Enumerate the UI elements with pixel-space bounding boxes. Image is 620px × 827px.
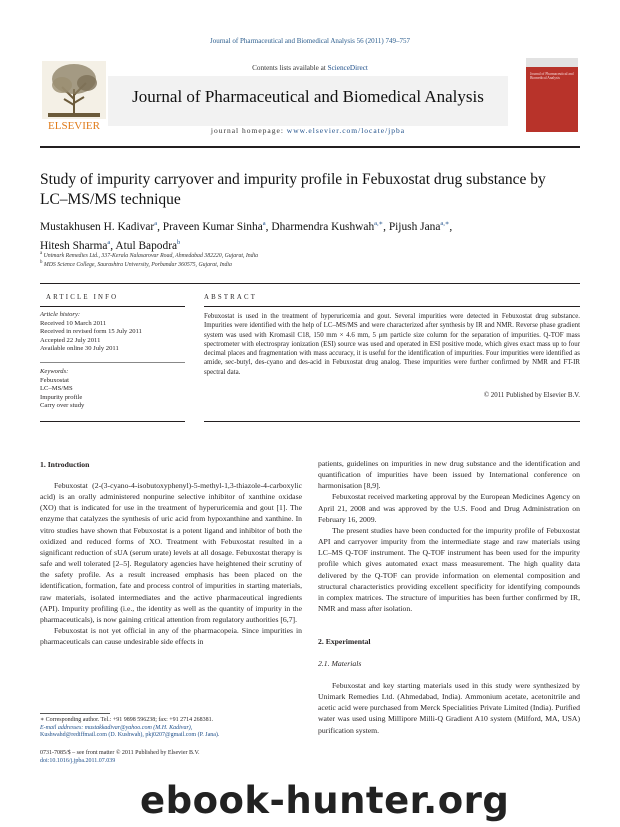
affiliation-a [40,251,580,259]
affiliation-text: Unimark Remedies Ltd., 337-Kerala Nalasarovar Road, Ahmedabad 382220, Gujarat, India [43,252,259,259]
journal-title: Journal of Pharmaceutical and Biomedical Analysis [132,87,484,106]
paragraph: Febuxostat (2-(3-cyano-4-isobutoxyphenyl)-5-methyl-1,3-thiazole-4-carboxylic acid) is an orally administered nonpurine selective inhibitor of xanthine oxidase (XO) that is indicated for use in the treatment of hyperuricemia and gout [1]. The enzyme that catalyzes the synthesis of uric acid from hypoxanthine and xanthine. In vitro studies have shown that Febuxostat is a potent ligand and inhibitor of both the oxidized and reduced forms of XO. Treatment with Febuxostat resulted in a significant reduction of sUA (serum urate) levels at all dosage. Febuxostat therapy is safe and well tolerated [2–5]. Regulatory agencies have heightened their scrutiny of the safety profile. As a result increased emphasis has been placed on the identification, formation, fate and process control of impurities in starting materials, raw materials, isolated intermediates and the active pharmaceutical ingredients (API). Impurity profiling (i.e., the identity as well as the quantity of impurity in the pharmaceuticals), is now gaining critical attention from regulatory authorities [6,7]. [40,481,302,624]
history-line: Received 10 March 2011 [40,319,107,327]
history-line: Received in revised form 15 July 2011 [40,328,142,336]
watermark-text: ebook-hunter.org [140,779,510,822]
keywords-rule [40,362,185,363]
left-column-body [40,480,302,647]
header-rule [40,146,580,148]
footnote-rule [40,713,110,714]
sciencedirect-link[interactable]: ScienceDirect [327,64,368,72]
elsevier-tree-icon [40,59,108,133]
article-title [40,170,580,210]
section-2-1-heading: 2.1. Materials [318,659,362,668]
keywords-label: Keywords: [40,368,69,375]
elsevier-logo [40,59,108,133]
author-affil-mark[interactable]: a [262,220,266,227]
paragraph: The present studies have been conducted for the impurity profile of Febuxostat API and carryover impurity from the intermediate stage and raw materials using LC–MS Q-TOF instrument. The Q-TOF instrument has been used for the impurity profile which gives automated exact mass measurement. The high quality data delivered by the Q-TOF can provide information on elemental composition and structural characteristics providing excellent specificity for identifying compounds in complex matrices. The structure of impurities has been further confirmed by IR, NMR and mass after isolation. [318,525,580,614]
running-head[interactable]: Journal of Pharmaceutical and Biomedical Analysis 56 (2011) 749–757 [210,37,410,45]
affiliation-b [40,260,580,268]
author-name: Pijush Jana [388,220,441,233]
paragraph: Febuxostat is not yet official in any of the pharmacopeia. Since impurities in pharmaceuticals can cause undesirable side effects in [40,626,302,647]
author-name: Mustakhusen H. Kadivar [40,220,155,233]
abstract-rule [204,306,580,307]
footnotes [40,717,302,740]
author-affil-mark[interactable]: a [154,220,158,227]
footnote-email-line[interactable]: Kushwahd@rediffmail.com (D. Kushwah), pkj0207@gmail.com (P. Jana). [40,732,220,739]
cover-title: Journal of Pharmaceutical and Biomedical Analysis [530,72,574,81]
author-affil-mark[interactable]: a,∗ [374,220,384,227]
history-line: Available online 30 July 2011 [40,345,119,353]
footnote-line: ∗ Corresponding author. Tel.: +91 9898 596238; fax: +91 2714 268381. [40,717,214,723]
homepage-link[interactable]: www.elsevier.com/locate/jpba [286,126,406,135]
contents-line [110,64,510,72]
keyword: Impurity profile [40,393,83,401]
affiliation-mark: a [40,251,43,256]
info-rule-top [40,283,580,284]
journal-cover-thumbnail [526,58,578,132]
author-affil-mark[interactable]: b [177,238,181,246]
section-1-heading: 1. Introduction [40,460,90,469]
abstract-heading: ABSTRACT [204,294,258,301]
author-line-2: Hitesh Sharma$^a$, Atul Bapodra$^b$ [40,238,181,252]
author-name: Praveen Kumar Sinha [162,220,263,233]
footnote-email-line[interactable]: E-mail addresses: mustakkadivar@yahoo.com (M.H. Kadivar), [40,724,193,731]
doi-link[interactable]: doi:10.1016/j.jpba.2011.07.039 [40,757,116,764]
author-name: Hitesh Sharma [40,239,108,252]
homepage-prefix: journal homepage: [210,126,287,135]
author-line-1: Mustakhusen H. Kadivar$^a$, Praveen Kumar Sinha$^a$, Dharmendra Kushwah$^{a,∗}$, Pijush Jana$^{a,∗}$, [40,220,453,233]
cover-band [526,58,578,67]
right-column-body [318,458,580,614]
svg-text:ELSEVIER: ELSEVIER [48,120,100,132]
section-2-heading: 2. Experimental [318,637,371,646]
abstract-text: Febuxostat is used in the treatment of hyperuricemia and gout. Several impurities were detected in Febuxostat drug substance. Impurities were identified with the help of LC–MS/MS and were characterized after synthesis by IR and NMR. Reverse phase gradient system was used with Kromasil C18, 150 mm × 4.6 mm, 5 μm particle size column for the separation of impurities. Q-TOF mass spectrometer with electrospray ionization (ESI) source was used and operated in ESI positive mode, which gives exact mass up to four decimal places and fragmentation with mass accuracy, it is useful for the identification of impurities. Four impurities were identified as amide, sec-butyl, des-cyano and des-acid in Febuxostat drug analog. These impurities were further confirmed by NMR and FT-IR spectral data. [204,313,580,376]
keywords [40,368,190,411]
author-list [40,216,580,254]
article-history [40,311,190,354]
keyword: LC–MS/MS [40,385,73,393]
keyword: Carry over study [40,402,85,410]
keyword: Febuxostat [40,376,69,384]
issn-block [40,750,302,765]
materials-body [318,680,580,736]
author-affil-mark[interactable]: a [107,238,111,246]
history-line: Accepted 22 July 2011 [40,336,101,344]
author-name: Atul Bapodra [115,239,178,252]
author-affil-mark[interactable]: a,∗ [440,220,450,227]
affiliation-text: MDS Science College, Saurashtra University, Porbandar 360575, Gujarat, India [43,261,232,268]
affiliation-mark: b [40,260,43,265]
article-title-line-2: LC–MS/MS technique [40,191,181,208]
paragraph: Febuxostat and key starting materials used in this study were synthesized by Unimark Remedies Ltd. (Ahmedabad, India). Ammonium acetate, acetonitrile and acetic acid were purchased from Merck Specialities Private Limited (India). Purified water was used using Millipore Milli-Q Gradient A10 system (Milford, MA, USA) purification system. [318,681,580,735]
article-info-heading: ARTICLE INFO [46,294,119,301]
issn-line: 0731-7085/$ – see front matter © 2011 Published by Elsevier B.V. [40,750,200,756]
history-label: Article history: [40,311,81,318]
contents-prefix: Contents lists available at [252,64,328,72]
paragraph: patients, guidelines on impurities in new drug substance and the identification and quantification of impurities have been issued by International conference on harmonisation [8,9]. [318,459,580,491]
abstract-copyright: © 2011 Published by Elsevier B.V. [483,392,580,399]
paragraph: Febuxostat received marketing approval by the European Medicines Agency on April 21, 2008 and was approved by the U.S. Food and Drug Administration on February 16, 2009. [318,492,580,524]
info-rule [40,306,185,307]
journal-homepage [108,126,508,135]
article-title-line-1: Study of impurity carryover and impurity profile in Febuxostat drug substance by [40,171,546,188]
author-name: Dharmendra Kushwah [271,220,375,233]
info-rule-bottom [40,421,185,422]
abstract-rule-bottom [204,421,580,422]
